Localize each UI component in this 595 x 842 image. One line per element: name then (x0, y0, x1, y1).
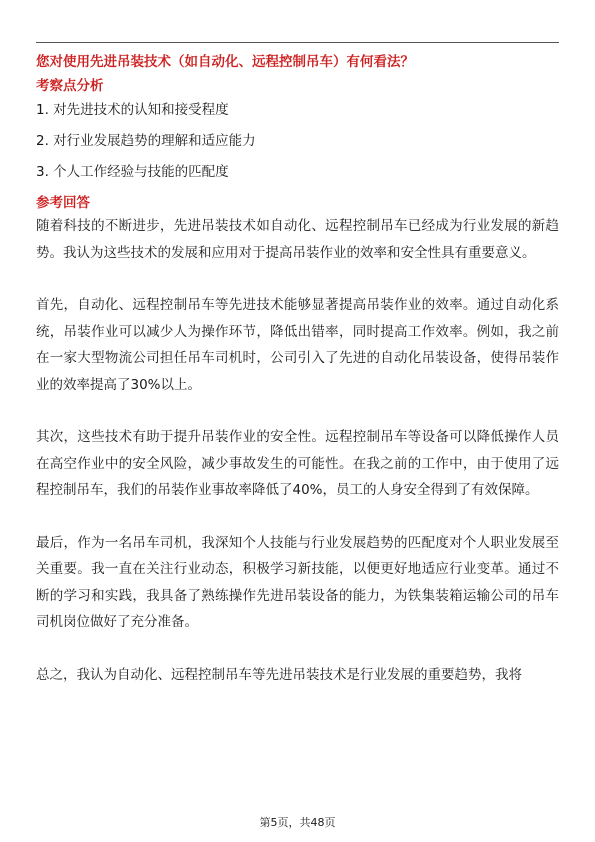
answer-paragraph-3: 其次，这些技术有助于提升吊装作业的安全性。远程控制吊车等设备可以降低操作人员在高空作业中的安全风险，减少事故发生的可能性。在我之前的工作中，由于使用了远程控制吊车，我们的吊装作业事故率降低了40%，员工的人身安全得到了有效保障。 (36, 429, 559, 498)
paragraph-spacer (36, 636, 559, 662)
answer-heading: 参考回答 (36, 195, 90, 211)
analysis-point-3: 3. 个人工作经验与技能的匹配度 (36, 164, 229, 180)
question-heading: 您对使用先进吊装技术（如自动化、远程控制吊车）有何看法？ (36, 54, 414, 70)
page-content (36, 52, 559, 688)
analysis-point-2: 2. 对行业发展趋势的理解和适应能力 (36, 133, 256, 149)
paragraph-spacer (36, 504, 559, 530)
analysis-heading: 考察点分析 (36, 78, 104, 94)
analysis-point-1: 1. 对先进技术的认知和接受程度 (36, 102, 229, 118)
paragraph-spacer (36, 398, 559, 424)
answer-body (36, 213, 559, 688)
answer-paragraph-4: 最后，作为一名吊车司机，我深知个人技能与行业发展趋势的匹配度对个人职业发展至关重要。我一直在关注行业动态，积极学习新技能，以便更好地适应行业变革。通过不断的学习和实践，我具备了熟练操作先进吊装设备的能力，为铁集装箱运输公司的吊车司机岗位做好了充分准备。 (36, 534, 559, 630)
paragraph-spacer (36, 266, 559, 292)
analysis-points (36, 100, 559, 182)
page-number: 第5页，共48页 (259, 816, 336, 829)
answer-paragraph-2: 首先，自动化、远程控制吊车等先进技术能够显著提高吊装作业的效率。通过自动化系统，吊装作业可以减少人为操作环节，降低出错率，同时提高工作效率。例如，我之前在一家大型物流公司担任吊车司机时，公司引入了先进的自动化吊装设备，使得吊装作业的效率提高了30%以上。 (36, 297, 559, 393)
header-rule (36, 42, 559, 43)
answer-paragraph-1: 随着科技的不断进步，先进吊装技术如自动化、远程控制吊车已经成为行业发展的新趋势。我认为这些技术的发展和应用对于提高吊装作业的效率和安全性具有重要意义。 (36, 218, 559, 261)
answer-paragraph-5: 总之，我认为自动化、远程控制吊车等先进吊装技术是行业发展的重要趋势，我将 (36, 666, 522, 683)
